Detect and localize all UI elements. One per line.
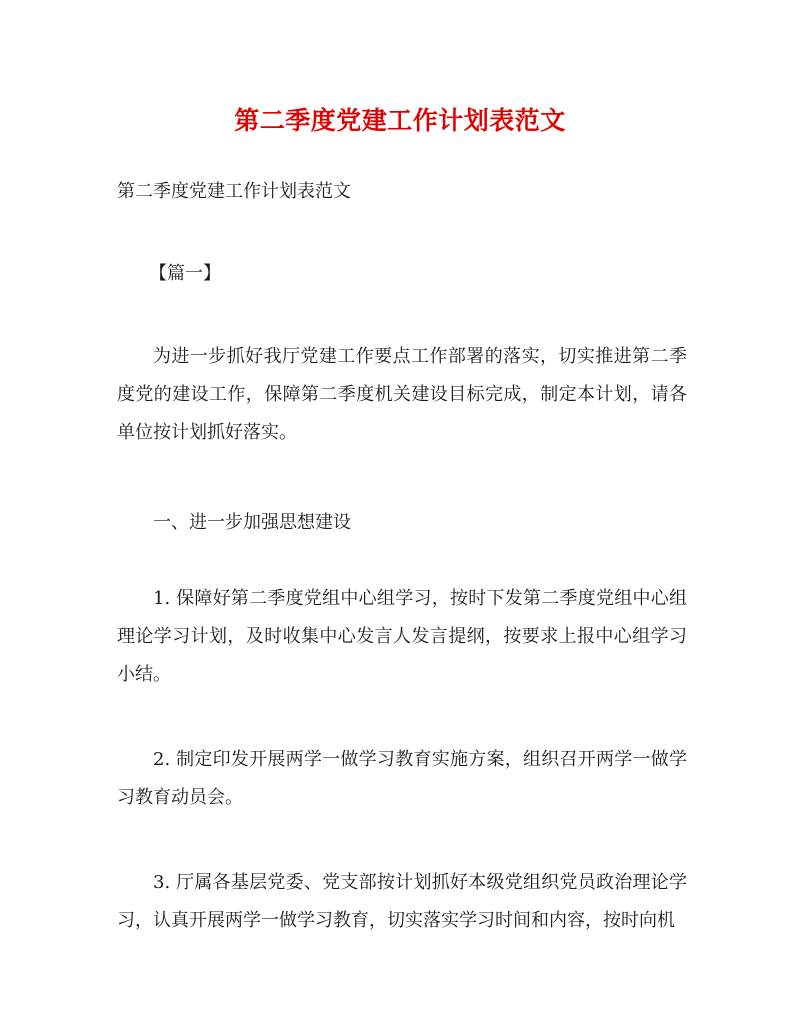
list-item: 2. 制定印发开展两学一做学习教育实施方案，组织召开两学一做学习教育动员会。 — [117, 749, 687, 808]
intro-paragraph: 为进一步抓好我厅党建工作要点工作部署的落实，切实推进第二季度党的建设工作，保障第二季度机关建设目标完成，制定本计划，请各单位按计划抓好落实。 — [117, 346, 687, 443]
document-title: 第二季度党建工作计划表范文 — [234, 106, 566, 135]
section-tag: 【篇一】 — [149, 263, 221, 284]
section-heading: 一、进一步加强思想建设 — [153, 512, 351, 533]
document-subtitle: 第二季度党建工作计划表范文 — [117, 181, 351, 202]
list-item: 3. 厅属各基层党委、党支部按计划抓好本级党组织党员政治理论学习，认真开展两学一做学习教育，切实落实学习时间和内容，按时向机 — [117, 872, 687, 931]
list-item: 1. 保障好第二季度党组中心组学习，按时下发第二季度党组中心组理论学习计划，及时收集中心发言人发言提纲，按要求上报中心组学习小结。 — [117, 588, 687, 685]
